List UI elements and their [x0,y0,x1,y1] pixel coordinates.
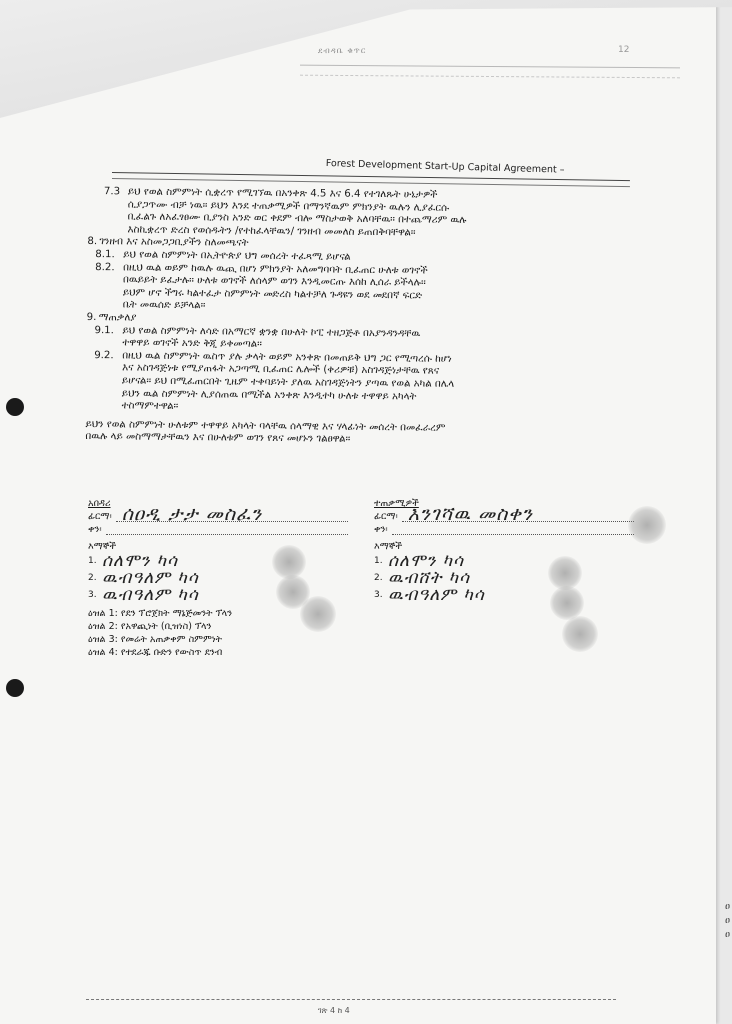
fingerprint-stamp [628,506,666,544]
sign-label: ፊርማ [374,511,396,522]
paragraph [94,350,647,419]
page-number: ገጽ 4 ከ 4 [318,1006,350,1015]
witness-number: 3. [88,589,97,600]
text-line: ይህ የወል ስምምነት ሲቋረጥ የሚገኘዉ በአንቀጽ 4.5 እና 6.4 የተገለጹት ሁኔታዎች [127,186,438,201]
fingerprint-stamp [550,586,584,620]
lender-sign-row: ፊርማ ፡ ሰዐዲ ታታ መስፈን [88,511,348,522]
text-line: ይህን የወል ስምምነት ሁለቱም ተዋዋይ አካላት ባላቸዉ ሰላማዊ እና ሃላፊነት መሰረት በመፈራረም [85,418,446,434]
text-line: በዉይይት ይፈታሉ። ሁለቱ ወገኖች ለሰላም ወገን እንዲመርጡ እሰከ ሊሰራ ይችላሉ። [122,274,426,289]
annex-item: ዕዝል 3: የመሬት አጠቃቀም ስምምነት [88,634,223,645]
text-line: ይህ የወል ስምምነት ለሳድ በአማርኛ ቋንቋ በሁለት ኮፒ ተዘጋጅቶ በአያንዳንዳቸዉ [122,324,421,340]
fingerprint-stamp [562,616,598,652]
text-line: ቤት መዉሰድ ይቻላል። [122,299,206,312]
paragraph [95,262,647,318]
witness-signature: ሰለሞን ካሳ [388,550,465,571]
witness-number: 1. [88,555,97,566]
beneficiary-signature-block [374,498,634,603]
fold-rule [300,65,680,69]
paragraph [103,186,647,242]
paragraph-number: 9.2. [94,349,114,361]
page-header-title: Forest Development Start-Up Capital Agreement – [325,158,565,176]
witness-number: 2. [88,572,97,583]
lender-label: አበዳሪ [88,498,111,509]
lender-signature-block [88,498,348,659]
text-line: ማጠቃለያ [98,312,137,324]
fingerprint-stamp [300,596,336,632]
closing-statement [85,419,645,450]
edge-mark: ዐ [725,930,730,940]
date-line [392,524,634,535]
text-line: ይህ የወል ስምምነት በኢትዮጵያ ህግ መሰረት ተፈጻሚ ይሆናል [123,249,351,263]
text-line: ተዋዋይ ወገኖች አንድ ቅጂ ይቀመጣል። [122,337,262,350]
text-line: ይህን ዉል ስምምነት ሊያሰጠዉ በሚችል አንቀጽ እንዲተካ ሁለቱ ተዋዋይ አካላት [121,387,417,402]
witness-row [88,569,348,586]
witness-signature: ዉብዓለም ካሳ [102,567,199,588]
text-line: እስኪቋረጥ ድረስ የወሰዱትን /የተከፈላቸዉን/ ገንዘብ መመለስ ይጠበቅባቸዋል። [127,224,416,239]
paragraph-number: 9. [86,311,97,324]
fold-number: 12 [618,45,630,55]
witness-number: 3. [374,589,383,600]
fold-rule-dashed [300,75,680,79]
fingerprint-stamp [272,545,306,579]
beneficiary-date-row: ቀን ፡ [374,524,634,535]
text-line: ይሆናል። ይህ በሚፈጠርበት ጊዜም ተቀባይነት ያለዉ አስገዳጅነትን ያጣዉ የወል አካል በሌላ [121,375,455,390]
text-line: በዚህ ዉል ስምምነት ዉስጥ ያሉ ቃላት ወይም አንቀጽ በመጠይቅ ህግ ጋር የሚጣረሱ ከሆነ [122,350,452,365]
paragraph-list [86,186,648,419]
right-witness-list [374,552,634,603]
annex-item: ዕዝል 1: የደን ፕሮጀክት ማኔጅመንት ፕላን [88,608,233,619]
paragraph-number: 8. [87,236,98,248]
text-line: በዉሉ ላይ መስማማታቸዉን እና በሁለቱም ወገን የጸና መሆኑን ገልፀዋል። [85,431,351,446]
date-label: ቀን [374,524,386,535]
paragraph-number: 9.1. [94,324,115,336]
footer-rule [86,999,616,1000]
text-line: ይህም ሆኖ ችግሩ ካልተፈታ ስምምነት መድረስ ካልተቻለ ጉዳዩን ወደ መደበኛ ፍርድ [122,287,423,302]
fold-stamp-text: ደብዳቤ ቁጥር [317,45,367,56]
witness-signature: ሰለሞን ካሳ [102,550,179,571]
lender-date-row: ቀን ፡ [88,524,348,535]
punch-hole [6,398,24,416]
edge-mark: ዐ [725,902,730,912]
date-line [106,524,348,535]
text-line: እና አስገዳጅነቱ የሚያጠፋት አጋጣሚ ቢፈጠር ሌሎች (ቀሪዎቹ) አስገዳጅነታቸዉ የጸና [122,362,440,377]
edge-marks [725,900,730,942]
witness-row [374,569,634,586]
punch-hole [6,679,24,697]
witness-number: 2. [374,572,383,583]
text-line: በዚህ ዉል ወይም ከዉሉ ዉጪ በሆነ ምክንያት አለመግባባት ቢፈጠር ሁለቱ ወገኖች [123,261,428,277]
text-line: ቢፈልጉ ለአፈፃፀሙ ቢያንስ አንድ ወር ቀደም ብሎ ማስታወቅ አለባቸዉ። በተጨማሪም ዉሉ [127,211,467,227]
text-line: ሲያጋጥሙ ብቻ ነዉ። ይህን እንደ ተጠቃሚዎች በማንኛዉም ምክንያት ዉሉን ሊያፈርሱ [127,199,450,214]
witness-row [88,552,348,569]
witness-label: እማኞች [88,541,117,552]
folded-corner [0,0,732,118]
fingerprint-stamp [548,556,582,590]
witness-signature: ዉብዓለም ካሳ [388,584,485,605]
text-line: ገንዘብ እና አስመጋጋቢያችን ስለመጫናት [99,236,249,250]
agreement-body [85,186,648,450]
text-line: ተስማምተዋል። [121,400,179,413]
paragraph-number: 8.1. [95,249,115,261]
witness-label: እማኞች [374,541,403,552]
lender-signature: ሰዐዲ ታታ መስፈን [121,503,263,525]
witness-signature: ዉብሸት ካሳ [388,567,470,588]
annex-item: ዕዝል 4: የተደራጁ ቡድን የውስጥ ደንብ [88,647,223,658]
beneficiary-label: ተጠቃሚዎች [374,498,419,509]
beneficiary-signature: እንገሻዉ መስቀን [407,503,533,525]
beneficiary-sign-row: ፊርማ ፡ እንገሻዉ መስቀን [374,511,634,522]
witness-row [374,586,634,603]
date-label: ቀን [88,524,100,535]
edge-mark: ዐ [725,916,730,926]
witness-row [374,552,634,569]
witness-number: 1. [374,555,383,566]
paragraph-number: 8.2. [95,261,115,273]
witness-signature: ዉብዓለም ካሳ [102,584,199,605]
paragraph-number: 7.3 [103,186,121,198]
annex-item: ዕዝል 2: የአዋጪነት (ቢዝነስ) ፕላን [88,621,212,632]
sign-label: ፊርማ [88,511,110,522]
